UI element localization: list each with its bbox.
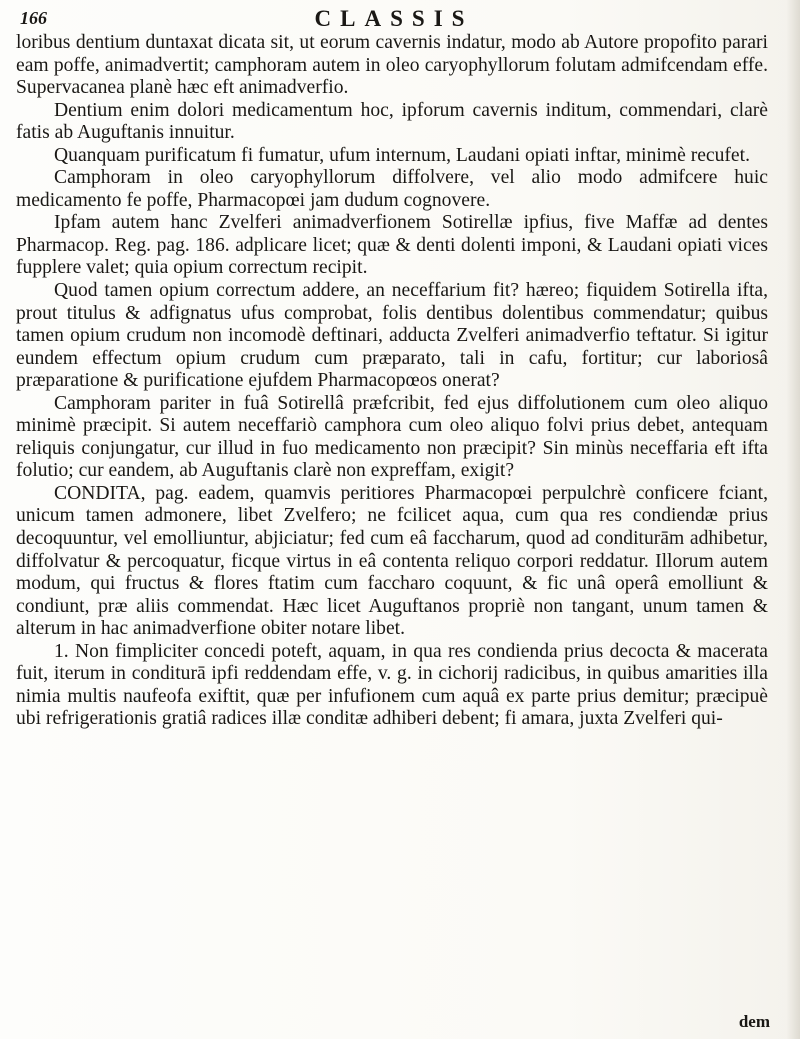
page-gutter-shadow — [786, 0, 800, 1039]
paragraph: CONDITA, pag. eadem, quamvis peritiores Pharmacopœi perpulchrè conficere fciant, unicum tamen admonere, libet Zvelfero; ne fcilicet aqua, cum qua res condiendæ prius decoquuntur, vel emolliuntur, abjiciatur; fed cum eâ faccharum, quod ad conditurām adhibetur, diffolvatur & percoquatur, ficque virtus in eâ contenta reliquo corpori reddatur. Illorum autem modum, qui fructus & flores ftatim cum faccharo coquunt, & fic unâ operâ emolliunt & condiunt, præ aliis commendat. Hæc licet Auguftanos propriè non tangant, unum tamen & alterum in hac animadverfione obiter notare libet. — [16, 482, 768, 640]
catchword: dem — [738, 1012, 770, 1031]
paragraph: Camphoram in oleo caryophyllorum diffolvere, vel alio modo admifcere huic medicamento fe poffe, Pharmacopœi jam dudum cognovere. — [16, 167, 768, 211]
paragraph: 1. Non fimpliciter concedi poteft, aquam, in qua res condienda prius decocta & macerata fuit, iterum in conditurā ipfi reddendam effe, v. g. in cichorij radicibus, in quibus amarities illa nimia multis naufeofa exiftit, quæ per infufionem cum aquâ ex parte prius demitur; præcipuè ubi refrigerationis gratiâ radices illæ conditæ adhiberi debent; fi amara, juxta Zvelferi qui- — [16, 640, 768, 730]
paragraph: Quod tamen opium correctum addere, an neceffarium fit? hæreo; fiquidem Sotirella ifta, prout titulus & adfignatus ufus comprobat, folis dentibus dolentibus commendatur; quibus tamen opium crudum non incomodè deftinari, adducta Zvelferi animadverfio teftatur. Si igitur eundem effectum opium crudum cum præparato, tali in cafu, fortitur; cur laboriosâ præparatione & purificatione ejufdem Pharmacopœos onerat? — [16, 280, 768, 392]
paragraph: Quanquam purificatum fi fumatur, ufum internum, Laudani opiati inftar, minimè recufet. — [54, 144, 750, 166]
paragraph: loribus dentium duntaxat dicata sit, ut eorum cavernis indatur, modo ab Autore propofito parari eam poffe, animadvertit; camphoram autem in oleo caryophyllorum folutam admifcendam effe. Supervacanea planè hæc eft animadverfio. — [16, 32, 768, 99]
page-number: 166 — [20, 8, 47, 28]
paragraph: Ipfam autem hanc Zvelferi animadverfionem Sotirellæ ipfius, five Maffæ ad dentes Pharmacop. Reg. pag. 186. adplicare licet; quæ & denti dolenti imponi, & Laudani opiati vices fupplere valet; quia opium correctum recipit. — [16, 212, 768, 279]
body-text — [16, 32, 768, 731]
paragraph: Dentium enim dolori medicamentum hoc, ipforum cavernis inditum, commendari, clarè fatis ab Auguftanis innuitur. — [16, 99, 768, 144]
running-head: CLASSIS — [314, 6, 474, 31]
paragraph: Camphoram pariter in fuâ Sotirellâ præfcribit, fed ejus diffolutionem cum oleo aliquo minimè præcipit. Si autem neceffariò camphora cum oleo aliquo folvi prius debet, antequam reliquis conjungatur, cur illud in fuo medicamento non præcipit? Sin minùs neceffaria eft ifta folutio; cur eandem, ab Auguftanis clarè non expreffam, exigit? — [16, 392, 768, 482]
